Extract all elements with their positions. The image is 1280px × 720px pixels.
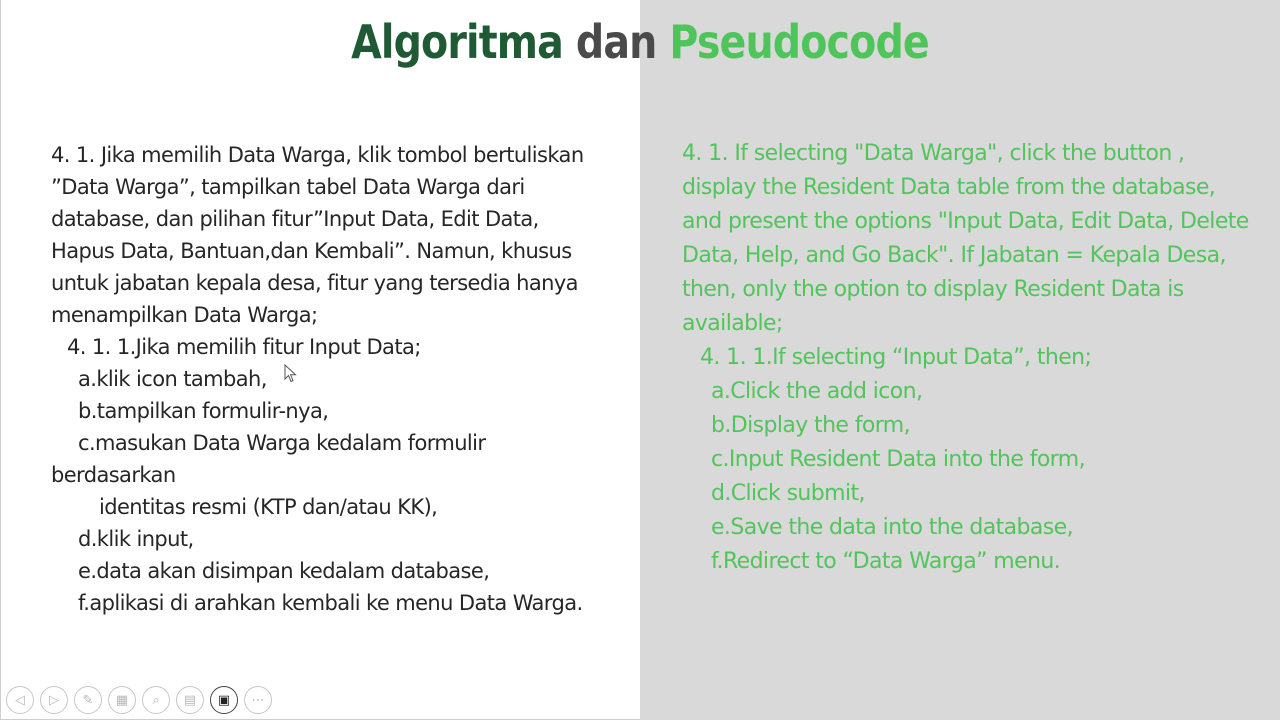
- left-line: f.aplikasi di arahkan kembali ke menu Data Warga.: [78, 591, 583, 615]
- right-line: Data, Help, and Go Back". If Jabatan = Kepala Desa,: [682, 243, 1226, 268]
- right-line: c.Input Resident Data into the form,: [711, 447, 1085, 472]
- pen-icon: ✎: [82, 692, 94, 708]
- subtitles-button[interactable]: [176, 686, 204, 714]
- previous-icon: ◁: [15, 692, 25, 708]
- right-line: f.Redirect to “Data Warga” menu.: [711, 549, 1061, 574]
- left-line: berdasarkan: [51, 463, 176, 487]
- left-line: 4. 1. Jika memilih Data Warga, klik tombol bertuliskan: [51, 143, 584, 167]
- subtitles-icon: ▤: [183, 692, 197, 708]
- right-line: e.Save the data into the database,: [711, 515, 1073, 540]
- slides-button[interactable]: [108, 686, 136, 714]
- left-line: identitas resmi (KTP dan/atau KK),: [99, 495, 438, 519]
- slide-title: [90, 12, 1191, 72]
- camera-button[interactable]: [210, 686, 238, 714]
- next-icon: ▷: [49, 692, 59, 708]
- right-line: d.Click submit,: [711, 481, 865, 506]
- title-dan: dan: [562, 15, 670, 69]
- left-line: Hapus Data, Bantuan,dan Kembali”. Namun, khusus: [51, 239, 572, 263]
- left-line: untuk jabatan kepala desa, fitur yang tersedia hanya: [51, 271, 578, 295]
- right-line: available;: [682, 311, 783, 336]
- right-line: a.Click the add icon,: [711, 379, 923, 404]
- left-line: c.masukan Data Warga kedalam formulir: [78, 431, 486, 455]
- slides-icon: ▦: [115, 692, 129, 708]
- camera-icon: ▣: [217, 692, 231, 708]
- zoom-icon: ⌕: [152, 692, 160, 708]
- pen-button[interactable]: [74, 686, 102, 714]
- right-line: 4. 1. If selecting "Data Warga", click the button ,: [682, 141, 1185, 166]
- right-line: b.Display the form,: [711, 413, 911, 438]
- left-line: a.klik icon tambah,: [78, 367, 267, 391]
- previous-slide-button[interactable]: [6, 686, 34, 714]
- zoom-button[interactable]: [142, 686, 170, 714]
- left-line: d.klik input,: [78, 527, 194, 551]
- presentation-toolbar: [6, 686, 272, 714]
- mouse-cursor-icon: [284, 364, 298, 384]
- left-line: database, dan pilihan fitur”Input Data, Edit Data,: [51, 207, 539, 231]
- right-line: 4. 1. 1.If selecting “Input Data”, then;: [700, 345, 1092, 370]
- title-pseudocode: Pseudocode: [669, 15, 929, 69]
- title-algoritma: Algoritma: [351, 15, 563, 69]
- left-line: 4. 1. 1.Jika memilih fitur Input Data;: [67, 335, 421, 359]
- left-line: e.data akan disimpan kedalam database,: [78, 559, 490, 583]
- left-line: b.tampilkan formulir-nya,: [78, 399, 329, 423]
- right-line: display the Resident Data table from the database,: [682, 175, 1216, 200]
- more-icon: ⋯: [251, 692, 265, 708]
- left-line: menampilkan Data Warga;: [51, 303, 318, 327]
- next-slide-button[interactable]: [40, 686, 68, 714]
- more-options-button[interactable]: [244, 686, 272, 714]
- right-line: and present the options "Input Data, Edit Data, Delete: [682, 209, 1249, 234]
- left-line: ”Data Warga”, tampilkan tabel Data Warga dari: [51, 175, 525, 199]
- right-line: then, only the option to display Resident Data is: [682, 277, 1184, 302]
